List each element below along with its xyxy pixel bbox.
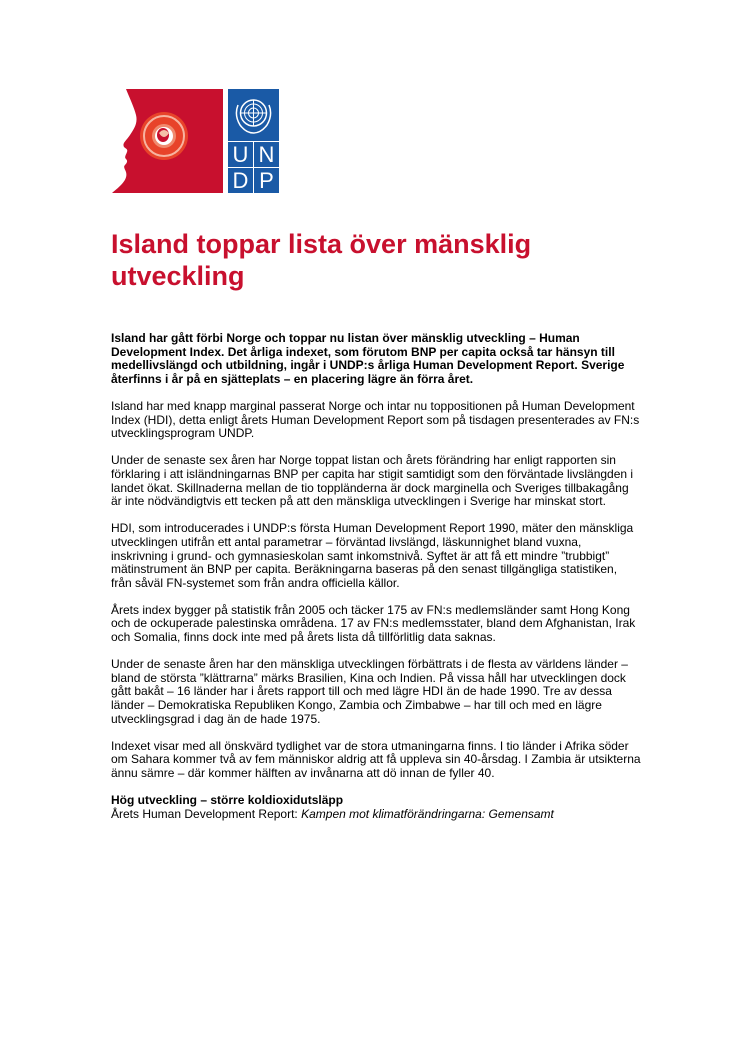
body-paragraph: Island har med knapp marginal passerat Norge och intar nu toppositionen på Human Development Index (HDI), detta enligt årets Human Development Report som på tisdagen presenterades av FN:s utvecklingsprogram UNDP.: [111, 398, 640, 441]
section-subheading: Hög utveckling – större koldioxidutsläpp: [111, 793, 344, 808]
undp-letter-u: U: [232, 142, 249, 167]
article-title: Island toppar lista över mänsklig utveckling: [111, 229, 532, 291]
body-paragraph: Indexet visar med all önskvärd tydlighet var de stora utmaningarna finns. I tio länder i Afrika söder om Sahara kommer två av fem människor aldrig att få uppleva sin 40-årsdag. I Zambia är utsikterna ännu sämre – där kommer hälften av invånarna att dö innan de fyller 40.: [111, 738, 641, 780]
undp-letter-n: N: [258, 142, 275, 167]
report-title-italic: Kampen mot klimatförändringarna: Gemensamt: [301, 806, 554, 821]
body-paragraph: Årets index bygger på statistik från 2005 och täcker 175 av FN:s medlemsländer samt Hong Kong och de ockuperade palestinska områdena. 17 av FN:s medlemsstater, bland dem Afghanistan, Irak och Somalia, finns dock inte med på årets lista då tillförlitlig data saknas.: [111, 602, 636, 645]
undp-logo: [228, 89, 279, 193]
body-paragraph: HDI, som introducerades i UNDP:s första Human Development Report 1990, mäter den mänskliga utvecklingen utifrån ett antal parametrar – förväntad livslängd, läskunnighet bland vuxna, inskrivning i grund- och gymnasieskolan samt inkomstnivå. Syftet är att få ett mindre ”trubbigt” mätinstrument än BNP per capita. Beräkningarna baseras på den senast tillgängliga statistiken, från såväl FN-systemet som från andra officiella källor.: [111, 521, 634, 590]
undp-letter-p: P: [259, 168, 274, 193]
un-emblem-icon: [228, 89, 279, 140]
body-paragraph: Under de senaste sex åren har Norge toppat listan och årets förändring har enligt rapporten sin förklaring i att isländningarnas BNP per capita har stigit samtidigt som den förväntade livslängden i landet ökat. Skillnaderna mellan de tio toppländerna är dock marginella och Sveriges tillbakagång är inte nödvändigtvis ett tecken på att den mänskliga utvecklingen i Sverige har minskat stort.: [111, 453, 634, 509]
article-body: [111, 332, 641, 821]
undp-letter-d: D: [232, 168, 249, 193]
body-paragraph: [111, 808, 641, 822]
profile-face-icon: [112, 89, 223, 193]
lead-paragraph: Island har gått förbi Norge och toppar nu listan över mänsklig utveckling – Human Development Index. Det årliga indexet, som förutom BNP per capita också tar hänsyn till medellivslängd och utbildning, ingår i UNDP:s årliga Human Development Report. Sverige återfinns i år på en sjätteplats – en placering lägre än förra året.: [111, 331, 625, 386]
report-reference-text: Årets Human Development Report:: [111, 806, 302, 821]
body-paragraph: Under de senaste åren har den mänskliga utvecklingen förbättrats i de flesta av världens länder – bland de största ”klättrarna” märks Brasilien, Kina och Indien. På vissa håll har utvecklingen dock gått bakåt – 16 länder har i årets rapport till och med lägre HDI än de hade 1990. Tre av dessa länder – Demokratiska Republiken Kongo, Zambia och Zimbabwe – har till och med en lägre utvecklingsgrad i dag än de hade 1975.: [111, 657, 628, 726]
